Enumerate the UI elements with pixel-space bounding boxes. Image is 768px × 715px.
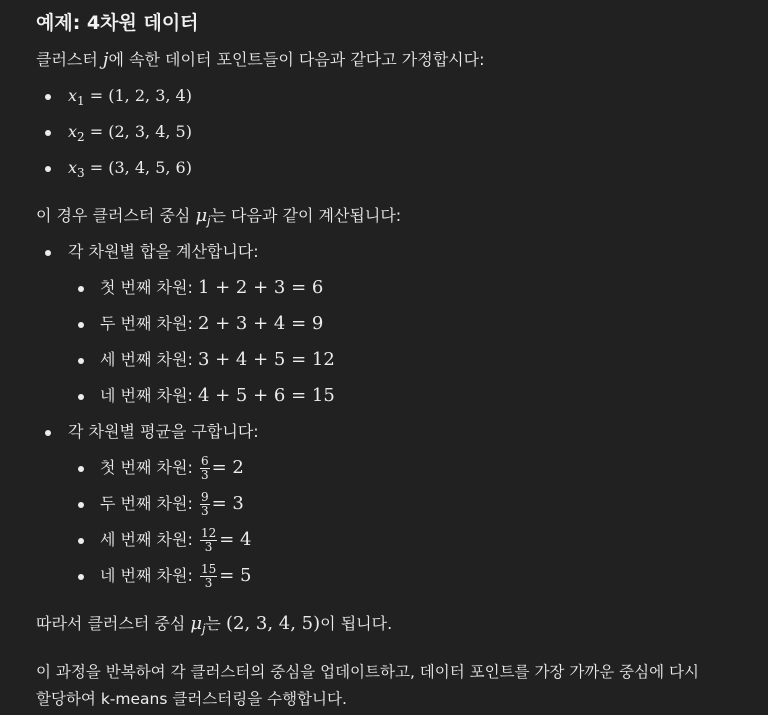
bullet-icon xyxy=(78,538,84,544)
bullet-icon xyxy=(45,94,51,100)
point-x2: $x_2 = (2$, 3, 4, 5) xyxy=(68,122,192,145)
fraction: $\frac{9}{3}$ xyxy=(200,490,209,518)
sum-dim-3: 세 번째 차원: 3 + 4 + 5 = 12 xyxy=(100,349,335,370)
final-paragraph-line-2: 할당하여 k-means 클러스터링을 수행합니다. xyxy=(36,690,347,708)
bullet-icon xyxy=(78,502,84,508)
fraction: $\frac{15}{3}$ xyxy=(200,562,217,590)
sum-dim-1: 첫 번째 차원: 1 + 2 + 3 = 6 xyxy=(100,277,324,298)
bullet-icon xyxy=(78,358,84,364)
example-heading: 예제: 4차원 데이터 xyxy=(36,12,199,34)
step-sum-label: 각 차원별 합을 계산합니다: xyxy=(68,242,259,261)
sum-dim-2: 두 번째 차원: 2 + 3 + 4 = 9 xyxy=(100,313,324,334)
bullet-icon xyxy=(78,322,84,328)
mean-dim-1: 첫 번째 차원: $\frac{6}{3}$ = 2 xyxy=(100,454,244,482)
sum-dim-4: 네 번째 차원: 4 + 5 + 6 = 15 xyxy=(100,385,335,406)
conclusion-paragraph: 따라서 클러스터 중심 $\mu_j$는 (2, 3, 4, 5)이 됩니다. xyxy=(36,613,393,637)
intro-paragraph: 클러스터 j에 속한 데이터 포인트들이 다음과 같다고 가정합시다: xyxy=(36,49,485,70)
bullet-icon xyxy=(78,466,84,472)
bullet-icon xyxy=(78,574,84,580)
bullet-icon xyxy=(78,286,84,292)
mean-dim-3: 세 번째 차원: $\frac{12}{3}$ = 4 xyxy=(100,526,252,554)
bullet-icon xyxy=(45,430,51,436)
bullet-icon xyxy=(78,394,84,400)
point-x1: $x_1 = (1$, 2, 3, 4) xyxy=(68,86,192,109)
centroid-intro: 이 경우 클러스터 중심 $\mu_j$는 다음과 같이 계산됩니다: xyxy=(36,205,402,229)
mean-dim-2: 두 번째 차원: $\frac{9}{3}$ = 3 xyxy=(100,490,244,518)
step-mean-label: 각 차원별 평균을 구합니다: xyxy=(68,422,259,441)
fraction: $\frac{6}{3}$ xyxy=(200,454,209,482)
fraction: $\frac{12}{3}$ xyxy=(200,526,217,554)
point-x3: $x_3 = (3$, 4, 5, 6) xyxy=(68,158,192,181)
final-paragraph-line-1: 이 과정을 반복하여 각 클러스터의 중심을 업데이트하고, 데이터 포인트를 가장 가까운 중심에 다시 xyxy=(36,663,699,681)
bullet-icon xyxy=(45,250,51,256)
mean-dim-4: 네 번째 차원: $\frac{15}{3}$ = 5 xyxy=(100,562,252,590)
bullet-icon xyxy=(45,130,51,136)
var-j: j xyxy=(102,49,109,70)
bullet-icon xyxy=(45,166,51,172)
